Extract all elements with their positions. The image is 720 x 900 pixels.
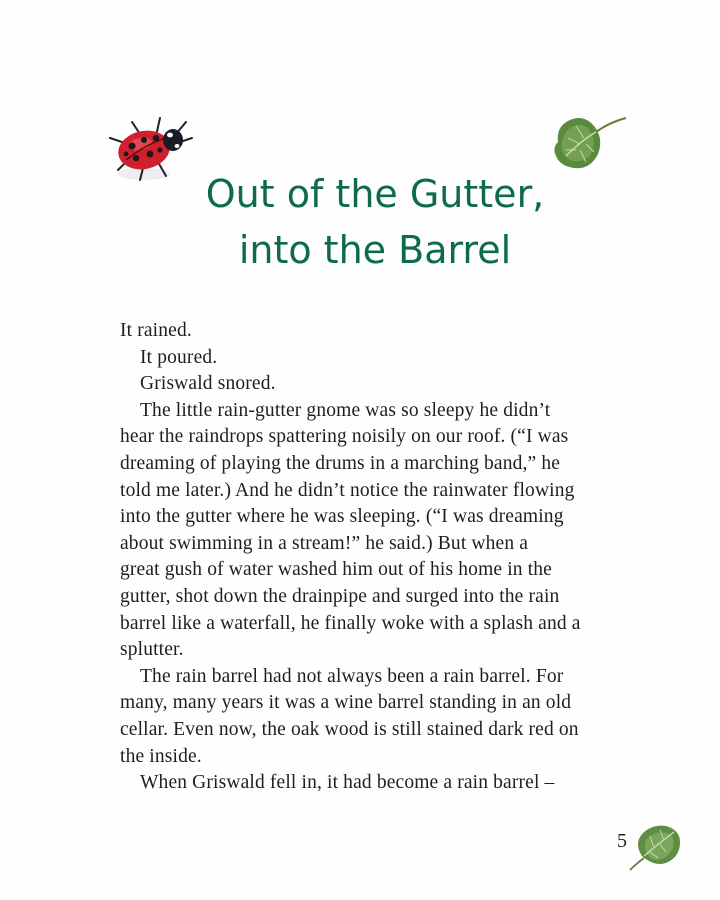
text-line: The rain barrel had not always been a rain barrel. For — [140, 665, 564, 687]
chapter-body — [120, 318, 640, 797]
text-line: about swimming in a stream!” he said.) But when a — [120, 532, 529, 554]
chapter-title-line-1: Out of the Gutter, — [205, 172, 545, 216]
text-line: cellar. Even now, the oak wood is still stained dark red on — [120, 718, 579, 740]
text-line: the inside. — [120, 745, 202, 767]
leaf-icon — [628, 820, 684, 872]
text-line: great gush of water washed him out of his home in the — [120, 559, 552, 581]
text-line: splutter. — [120, 639, 184, 661]
paragraph-3: Griswald snored. — [140, 373, 276, 395]
paragraph-5 — [120, 664, 640, 770]
paragraph-1: It rained. — [120, 320, 192, 341]
chapter-title-line-2: into the Barrel — [238, 228, 512, 272]
text-line: hear the raindrops spattering noisily on our roof. (“I was — [120, 426, 569, 448]
paragraph-4 — [120, 398, 640, 664]
text-line: When Griswald fell in, it had become a rain barrel – — [140, 772, 555, 794]
text-line: told me later.) And he didn’t notice the rainwater flowing — [120, 479, 575, 501]
text-line: gutter, shot down the drainpipe and surged into the rain — [120, 585, 560, 607]
paragraph-2: It poured. — [140, 346, 218, 368]
chapter-title — [120, 166, 630, 278]
text-line: barrel like a waterfall, he finally woke with a splash and a — [120, 612, 581, 634]
text-line: many, many years it was a wine barrel standing in an old — [120, 692, 572, 714]
leaf-icon — [550, 112, 630, 174]
page-number: 5 — [617, 830, 627, 852]
text-line: dreaming of playing the drums in a marching band,” he — [120, 452, 561, 474]
text-line: The little rain-gutter gnome was so sleepy he didn’t — [140, 399, 551, 421]
paragraph-6 — [120, 770, 640, 797]
text-line: into the gutter where he was sleeping. (“I was dreaming — [120, 506, 564, 528]
